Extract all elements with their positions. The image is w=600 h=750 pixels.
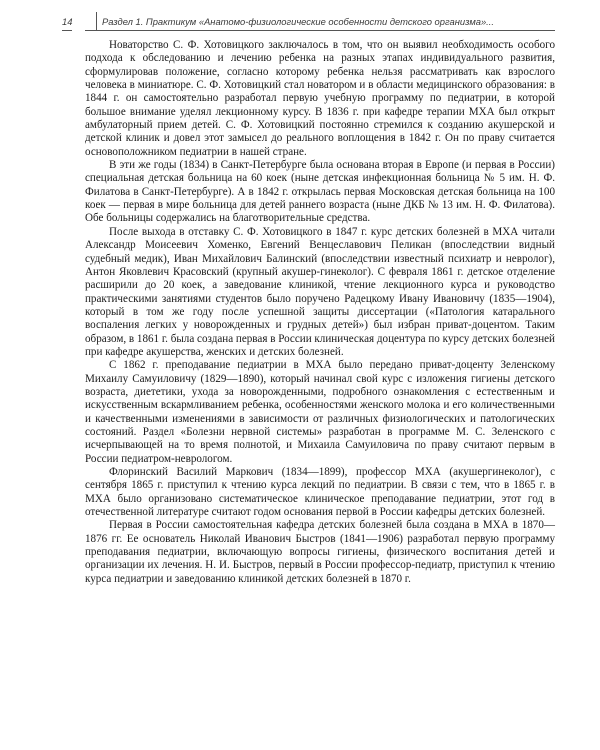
paragraph-childrens-hospitals: В эти же годы (1834) в Санкт-Петербурге была основана вторая в Европе (и первая в России) специальная детская больница на 60 коек (ныне детская инфекционная больница № 5 им. Н. Ф. Филатова в Санкт-Петербурге). А в 1842 г. открылась первая Московская детская больница на 100 коек — первая в мире больница для детей раннего возраста (ныне ДКБ № 13 им. Н. Ф. Филатова). Обе больницы содержались на благотворительные средства. [85,159,555,225]
paragraph-bystrov: Первая в России самостоятельная кафедра детских болезней была создана в МХА в 1870—1876 гг. Ее основатель Николай Иванович Быстров (1841—1906) разработал первую программу преподавания педиатрии, включающую вопросы гигиены, физического воспитания детей и организации их лечения. Н. И. Быстров, первый в России профессор-педиатр, приступил к чтению курса педиатрии и заведованию клиникой детских болезней в 1870 г. [85,519,555,585]
paragraph-khotovitsky-innovation: Новаторство С. Ф. Хотовицкого заключалось в том, что он выявил необходимость особого подхода к обследованию и лечению ребенка на разных этапах индивидуального развития, сформулировав положение, согласно которому ребенка нельзя рассматривать как взрослого человека в миниатюре. С. Ф. Хотовицкий стал новатором и в области медицинского образования: в 1844 г. он самостоятельно разработал первую учебную программу по педиатрии, в которой большое внимание уделял лекционному курсу. В 1836 г. при кафедре терапии МХА был открыт амбулаторный прием детей. С. Ф. Хотовицкий постоянно стремился к созданию акушерской и детской клиник и довел этот замысел до реального воплощения в 1842 г. Он по праву считается основоположником педиатрии в нашей стране. [85,39,555,158]
body-text [85,39,555,586]
header-rule-left [62,30,72,31]
page-number: 14 [62,16,73,27]
section-title: Раздел 1. Практикум «Анатомо-физиологические особенности детского организма»... [102,16,494,27]
paragraph-after-retirement: После выхода в отставку С. Ф. Хотовицкого в 1847 г. курс детских болезней в МХА читали Александр Моисеевич Хоменко, Евгений Венцеславович Пеликан (впоследствии видный судебный медик), Иван Михайлович Балинский (впоследствии известный психиатр и невролог), Антон Яковлевич Красовский (крупный акушер-гинеколог). С февраля 1861 г. детское отделение расширили до 20 коек, а заведование клиникой, чтение лекционного курса и руководство практическими занятиями студентов было поручено Радецкому Ивану Ивановичу (1835—1904), который в том же году после успешной защиты диссертации («Патология катарального воспаления легких у новорожденных и грудных детей») был избран приват-доцентом. Таким образом, в 1861 г. была создана первая в России клиническая доцентура по курсу детских болезней при кафедре акушерства, женских и детских болезней. [85,225,555,358]
header-divider [96,12,97,31]
paragraph-zelensky: С 1862 г. преподавание педиатрии в МХА было передано приват-доценту Зеленскому Михаилу Самуиловичу (1829—1890), который начинал свой курс с изложения гигиены детского возраста, диететики, ухода за новорожденными, подробного ознакомления с естественным и искусственным вскармливанием ребенка, особенностями женского молока и его количественными и качественными изменениями в зависимости от различных физиологических и патологических состояний. Раздел «Болезни нервной системы» разработан в программе М. С. Зеленского с исчерпывающей на то время полнотой, и Михаила Самуиловича по праву считают первым в России педиатром-неврологом. [85,359,555,465]
header-rule [85,30,555,31]
paragraph-florinsky: Флоринский Василий Маркович (1834—1899), профессор МХА (акушергинеколог), с сентября 1865 г. приступил к чтению курса лекций по педиатрии. В связи с тем, что в 1865 г. в МХА было организовано систематическое клиническое преподавание педиатрии, этот год в отечественной литературе считают годом основания первой в России кафедры детских болезней. [85,466,555,519]
